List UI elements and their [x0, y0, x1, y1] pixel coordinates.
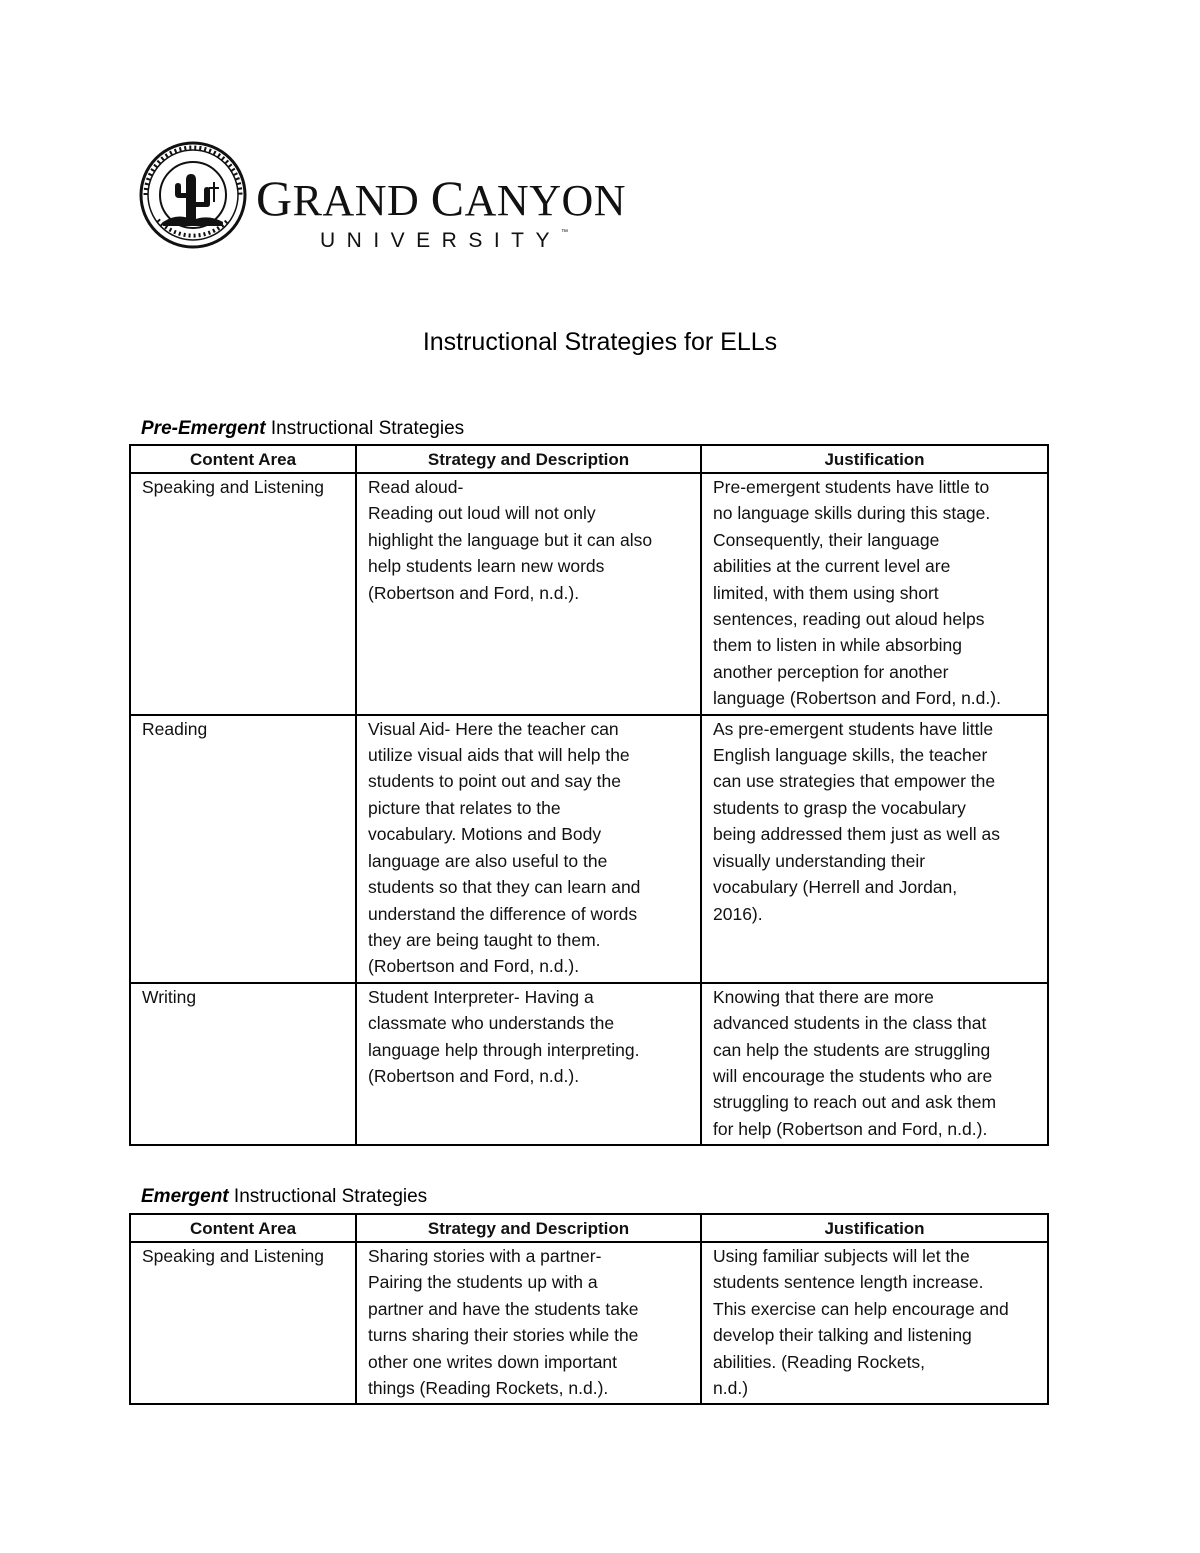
university-seal-icon — [138, 140, 248, 250]
table-row — [130, 715, 1048, 983]
wordmark-rest-canyon: ANYON — [464, 176, 627, 225]
strategy-line: partner and have the students take — [368, 1298, 639, 1319]
justification-line: can use strategies that empower the — [713, 771, 996, 792]
content-area-cell: Writing — [130, 983, 356, 1145]
strategy-line: Read aloud- — [368, 477, 464, 497]
wordmark-university: UNIVERSITY — [320, 229, 562, 252]
strategy-line: (Robertson and Ford, n.d.). — [368, 582, 580, 603]
strategy-line: Visual Aid- Here the teacher can — [368, 718, 619, 739]
justification-line: advanced students in the class that — [713, 1013, 987, 1034]
justification-line: As pre-emergent students have little — [713, 718, 994, 739]
strategy-cell — [356, 473, 701, 715]
justification-line: being addressed them just as well as — [713, 824, 1000, 845]
column-header-strategy: Strategy and Description — [356, 445, 701, 473]
column-header-justification: Justification — [701, 1214, 1048, 1242]
justification-cell — [701, 715, 1048, 983]
section-heading-rest: Instructional Strategies — [228, 1186, 428, 1207]
justification-line: Pre-emergent students have little to — [713, 477, 990, 497]
justification-line: students to grasp the vocabulary — [713, 797, 966, 818]
table-row — [130, 983, 1048, 1145]
wordmark-initial-g: G — [256, 170, 293, 226]
justification-line: abilities at the current level are — [713, 556, 951, 577]
justification-line: another perception for another — [713, 661, 949, 682]
justification-line: Knowing that there are more — [713, 986, 934, 1007]
content-area-cell: Speaking and Listening — [130, 473, 356, 715]
column-header-justification: Justification — [701, 445, 1048, 473]
strategy-line: (Robertson and Ford, n.d.). — [368, 956, 580, 977]
strategy-line: classmate who understands the — [368, 1013, 615, 1034]
content-area-cell: Reading — [130, 715, 356, 983]
strategy-line: language help through interpreting. — [368, 1039, 640, 1060]
justification-line: Using familiar subjects will let the — [713, 1246, 970, 1266]
university-wordmark — [256, 170, 627, 253]
justification-line: abilities. (Reading Rockets, — [713, 1351, 926, 1372]
pre-emergent-strategies-table — [129, 444, 1049, 1146]
strategy-line: students so that they can learn and — [368, 877, 641, 898]
justification-line: for help (Robertson and Ford, n.d.). — [713, 1118, 988, 1139]
justification-line: This exercise can help encourage and — [713, 1298, 1009, 1319]
justification-line: can help the students are struggling — [713, 1039, 991, 1060]
section-heading-emergent — [141, 1186, 427, 1208]
wordmark-initial-c: C — [430, 170, 465, 226]
table-row — [130, 1242, 1048, 1404]
justification-line: limited, with them using short — [713, 582, 939, 603]
strategy-line: they are being taught to them. — [368, 929, 601, 950]
justification-line: Consequently, their language — [713, 529, 940, 550]
justification-line: language (Robertson and Ford, n.d.). — [713, 688, 1001, 709]
column-header-strategy: Strategy and Description — [356, 1214, 701, 1242]
strategy-line: language are also useful to the — [368, 850, 608, 871]
strategy-cell — [356, 715, 701, 983]
section-heading-pre-emergent — [141, 418, 464, 440]
wordmark-rest-grand: RAND — [292, 176, 431, 225]
strategy-line: things (Reading Rockets, n.d.). — [368, 1378, 609, 1399]
strategy-line: vocabulary. Motions and Body — [368, 824, 602, 845]
strategy-line: turns sharing their stories while the — [368, 1325, 639, 1346]
emergent-strategies-table — [129, 1213, 1049, 1405]
justification-line: will encourage the students who are — [713, 1065, 993, 1086]
strategy-line: utilize visual aids that will help the — [368, 745, 630, 766]
strategy-line: (Robertson and Ford, n.d.). — [368, 1065, 580, 1086]
justification-line: vocabulary (Herrell and Jordan, — [713, 877, 958, 898]
strategy-line: highlight the language but it can also — [368, 529, 653, 550]
justification-line: visually understanding their — [713, 850, 926, 871]
justification-line: 2016). — [713, 903, 763, 924]
strategy-line: picture that relates to the — [368, 797, 561, 818]
trademark-symbol: ™ — [561, 229, 569, 236]
strategy-line: Sharing stories with a partner- — [368, 1246, 602, 1266]
justification-line: no language skills during this stage. — [713, 503, 991, 524]
document-title: Instructional Strategies for ELLs — [422, 328, 778, 356]
content-area-cell: Speaking and Listening — [130, 1242, 356, 1404]
strategy-line: students to point out and say the — [368, 771, 621, 792]
justification-line: struggling to reach out and ask them — [713, 1092, 997, 1113]
strategy-line: Pairing the students up with a — [368, 1272, 598, 1293]
column-header-content-area: Content Area — [130, 1214, 356, 1242]
strategy-line: other one writes down important — [368, 1351, 618, 1372]
table-header-row — [130, 445, 1048, 473]
wordmark-name — [256, 170, 627, 226]
justification-line: students sentence length increase. — [713, 1272, 984, 1293]
section-heading-rest: Instructional Strategies — [265, 418, 465, 439]
justification-line: them to listen in while absorbing — [713, 635, 963, 656]
section-heading-emphasis: Emergent — [141, 1186, 229, 1207]
column-header-content-area: Content Area — [130, 445, 356, 473]
table-header-row — [130, 1214, 1048, 1242]
justification-line: sentences, reading out aloud helps — [713, 609, 985, 630]
strategy-cell — [356, 1242, 701, 1404]
strategy-cell — [356, 983, 701, 1145]
justification-cell — [701, 1242, 1048, 1404]
justification-line: English language skills, the teacher — [713, 745, 988, 766]
justification-line: n.d.) — [713, 1378, 749, 1399]
strategy-line: Reading out loud will not only — [368, 503, 596, 524]
justification-cell — [701, 473, 1048, 715]
wordmark-subline — [320, 229, 626, 253]
strategy-line: understand the difference of words — [368, 903, 638, 924]
university-logo — [138, 140, 628, 250]
strategy-line: help students learn new words — [368, 556, 605, 577]
justification-cell — [701, 983, 1048, 1145]
table-row — [130, 473, 1048, 715]
strategy-line: Student Interpreter- Having a — [368, 986, 594, 1007]
justification-line: develop their talking and listening — [713, 1325, 972, 1346]
section-heading-emphasis: Pre-Emergent — [141, 418, 266, 439]
